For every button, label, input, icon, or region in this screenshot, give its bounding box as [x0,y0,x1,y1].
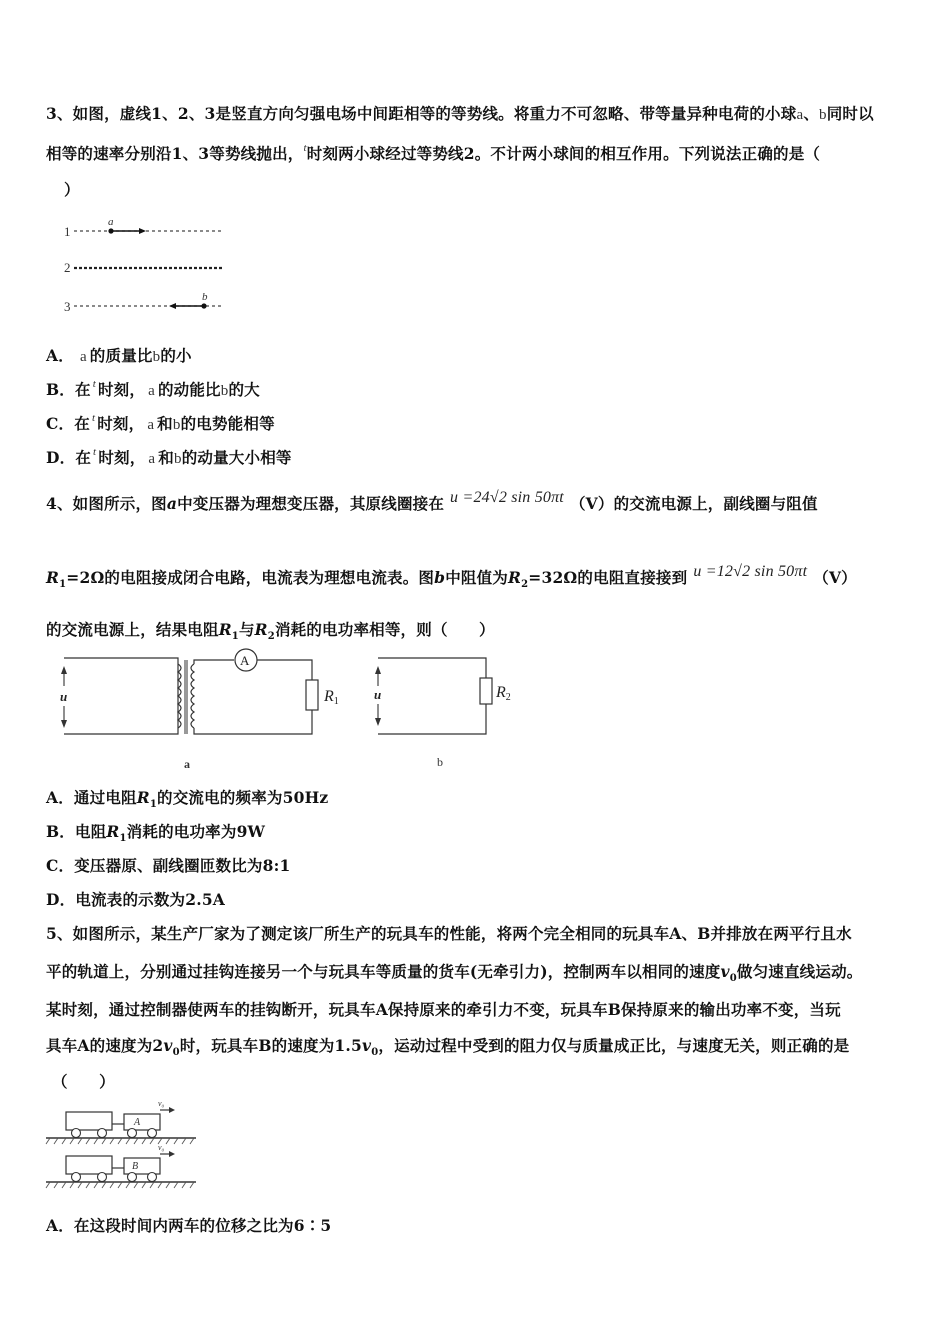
wheel [148,1173,157,1182]
var-t: t [93,446,97,458]
q3-option-d[interactable] [46,446,292,468]
option-text: 的动量大小相等 [181,448,292,467]
primary-circuit-wire [64,658,178,734]
secondary-wire-top-left [194,660,234,664]
q3-stem-line-3 [64,178,80,200]
var-t: t [303,142,307,154]
q4-stem-text: 中变压器为理想变压器，其原线圈接在 [177,494,445,513]
q3-stem-line-1 [46,102,874,124]
q4-option-b[interactable] [46,820,265,844]
option-text: 和 [157,414,173,433]
q4-stem-text: 4、如图所示，图 [46,494,167,513]
line-label-3: 3 [64,299,71,314]
var-R: R [46,568,60,587]
subscript: 2 [267,631,275,643]
q5-stem-text: 时，玩具车B的速度为1.5 [179,1036,362,1055]
wheel [72,1173,81,1182]
car-A-label: A [134,1117,141,1128]
velocity-arrowhead-b [169,303,176,309]
option-text: 的质量比 [89,346,153,365]
voltage-formula-1: u =24√2 sin 50πt [450,489,564,506]
var-R: R [136,788,150,807]
option-text: 的小 [160,346,192,365]
resistor-R2 [480,678,492,704]
caption-a: a [184,757,190,771]
q5-stem-text: 具车A的速度为2 [46,1036,164,1055]
q3-stem-text: 相等的速率分别沿1、3等势线抛出， [46,144,304,163]
q4-stem-line-2 [46,563,857,591]
var-v: v [361,1036,372,1055]
q4-stem-text: （V）的交流电源上，副线圈与阻值 [569,494,818,513]
track-top-hatch [46,1138,194,1144]
q4-stem-text: 消耗的电功率相等，则（ ） [274,620,495,639]
option-text: B．电阻 [46,822,107,841]
secondary-wire-top-right [257,660,312,680]
fig-ref-b: b [434,568,446,587]
q3-stem-text: 3、如图，虚线1、2、3是竖直方向匀强电场中间距相等的等势线。将重力不可忽略、带等量异种电荷的小球 [46,104,797,123]
u-arrowhead-down [61,720,67,728]
option-text: 消耗的电功率为9W [126,822,266,841]
option-label: B．在 [46,380,91,399]
toy-car-B [124,1158,160,1174]
q4-stem-text: =2Ω的电阻接成闭合电路，电流表为理想电流表。图 [66,568,435,587]
var-R: R [218,620,232,639]
var-a: a [147,417,155,433]
option-text: 的交流电的频率为50Hz [157,788,329,807]
velocity-arrowhead-A [169,1107,175,1113]
subscript: 2 [521,579,529,591]
subscript: 0 [729,973,737,985]
var-b: b [172,417,181,433]
voltage-label-u-b: u [374,687,382,702]
var-t: t [91,412,96,424]
option-text: 的大 [228,380,260,399]
ball-b-label: b [202,291,208,303]
velocity-arrowhead-a [139,228,146,234]
var-b: b [152,349,161,365]
var-t: t [92,378,96,390]
cargo-car-top [66,1112,112,1130]
q4-stem-line-1 [46,489,818,514]
q5-stem-text: 做匀速直线运动。 [736,962,863,981]
q4-option-d[interactable] [46,888,225,910]
subscript: 0 [371,1047,379,1059]
var-v: v [720,962,730,981]
q5-stem-line-1 [46,922,852,944]
q3-bracket: ） [64,180,80,199]
q5-stem-text: 某时刻，通过控制器使两车的挂钩断开，玩具车A保持原来的牵引力不变，玩具车B保持原来的输出功率不变，当玩 [46,1000,841,1019]
wheel [128,1173,137,1182]
q4-stem-text: 中阻值为 [445,568,508,587]
q4-option-a[interactable] [46,786,328,810]
u-arrowhead-up [61,666,67,674]
resistor-R1-label: R1 [324,688,339,707]
circuit-b-wire-top [378,658,486,678]
option-text: 和 [158,448,174,467]
subscript: 1 [119,833,127,845]
q5-stem-text: 5、如图所示，某生产厂家为了测定该厂所生产的玩具车的性能，将两个完全相同的玩具车A、B并排放在两平行且水 [46,924,852,943]
cargo-car-bottom [66,1156,112,1174]
ammeter-label: A [240,653,250,668]
velocity-label-B: v₀ [158,1143,165,1152]
q4-stem-text: （V） [813,568,857,587]
u-b-arrowhead-up [375,666,381,674]
fig-ref-a: a [166,494,178,513]
subscript: 1 [231,631,239,643]
var-R: R [254,620,268,639]
car-B-label: B [132,1161,139,1172]
line-label-1: 1 [64,224,71,239]
caption-b: b [437,755,443,769]
option-text: A．通过电阻 [46,788,137,807]
q4-stem-line-3 [46,618,495,642]
secondary-wire-bottom [194,710,312,734]
voltage-label-u: u [60,689,68,704]
toy-car-A [124,1114,160,1130]
var-R: R [106,822,120,841]
option-text: A．在这段时间内两车的位移之比为6∶5 [46,1216,332,1235]
q5-stem-line-2 [46,960,862,984]
q3-option-a[interactable] [46,344,192,366]
var-b: b [819,107,827,123]
var-v: v [163,1036,173,1055]
option-text: 时刻， [97,414,145,433]
var-b: b [173,451,182,467]
q5-option-a[interactable] [46,1214,331,1236]
q3-option-c[interactable] [46,412,275,434]
q5-stem-line-3 [46,998,841,1020]
option-label: D．在 [46,448,92,467]
var-a: a [796,107,804,123]
q5-stem-line-5 [52,1070,115,1092]
u-b-arrowhead-down [375,718,381,726]
option-text: 时刻， [97,380,146,399]
circuit-b-wire-bottom [378,704,486,734]
wheel [128,1129,137,1138]
q5-stem-text: ，运动过程中受到的阻力仅与质量成正比，与速度无关，则正确的是 [378,1036,850,1055]
option-label: C．在 [46,414,90,433]
var-a: a [79,349,87,365]
option-text: 时刻， [98,448,146,467]
q5-toy-car-figure [44,1098,204,1190]
wheel [98,1173,107,1182]
q4-stem-text: =32Ω的电阻直接接到 [528,568,688,587]
resistor-R1 [306,680,318,710]
voltage-formula-2: u =12√2 sin 50πt [693,563,808,580]
ball-a-label: a [108,216,114,228]
subscript: 1 [59,579,67,591]
velocity-arrowhead-B [169,1151,175,1157]
option-text: 的动能比 [157,380,221,399]
q5-stem-line-4 [46,1034,849,1058]
var-a: a [148,451,156,467]
wheel [148,1129,157,1138]
q3-equipotential-figure [56,214,236,318]
option-label: A． [46,346,74,365]
secondary-coil [191,664,194,728]
resistor-R2-label: R2 [496,684,511,703]
option-text: D．电流表的示数为2.5A [46,890,226,909]
q4-stem-text: 与 [238,620,255,639]
var-b: b [220,383,229,399]
q4-stem-text: 的交流电源上，结果电阻 [46,620,219,639]
line-label-2: 2 [64,260,71,275]
q4-option-c[interactable] [46,854,291,876]
q5-bracket: （ ） [52,1072,115,1091]
q3-stem-text-end: 时刻两小球经过等势线2。不计两小球间的相互作用。下列说法正确的是（ [306,144,821,163]
subscript: 0 [172,1047,180,1059]
q4-circuit-figure [56,648,526,772]
var-R: R [508,568,522,587]
separator: 、 [803,104,820,123]
q3-stem-line-2 [46,142,820,164]
wheel [72,1129,81,1138]
option-text: 的电势能相等 [180,414,275,433]
q3-option-b[interactable] [46,378,260,400]
var-a: a [148,383,155,399]
q5-stem-text: 平的轨道上，分别通过挂钩连接另一个与玩具车等质量的货车(无牵引力)，控制两车以相同的速度 [46,962,721,981]
subscript: 1 [149,799,157,811]
option-text: C．变压器原、副线圈匝数比为8:1 [46,856,291,875]
track-bottom-hatch [46,1182,194,1188]
velocity-label-A: v₀ [158,1099,165,1108]
wheel [98,1129,107,1138]
q3-stem-text-end: 同时以 [826,104,874,123]
